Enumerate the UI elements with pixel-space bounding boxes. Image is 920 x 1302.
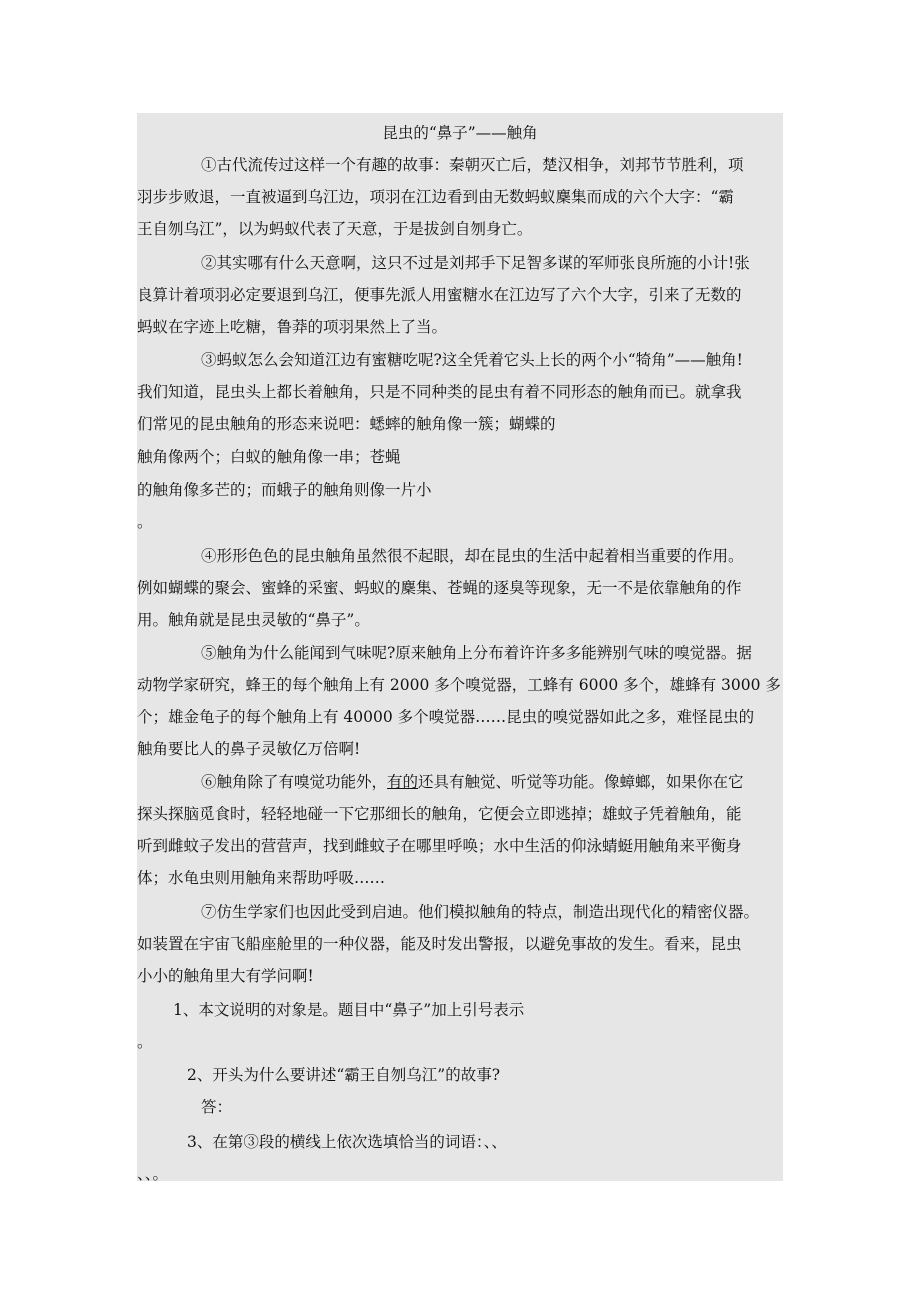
paragraph-3-line-6-tail: 。 <box>137 513 153 531</box>
paragraph-5-line-4: 触角要比人的鼻子灵敏亿万倍啊! <box>137 740 361 758</box>
paragraph-4-line-3: 用。触角就是昆虫灵敏的“鼻子”。 <box>137 611 370 629</box>
paragraph-6-line-1 <box>137 766 783 798</box>
paragraph-3-line-5 <box>137 474 783 506</box>
question-1-mid: 。题目中“鼻子”加上引号表示 <box>322 1001 525 1019</box>
paragraph-6-line-1-text: ⑥触角除了有嗅觉功能外， <box>201 773 388 791</box>
paragraph-1-line-3: 王自刎乌江”，以为蚂蚁代表了天意，于是拔剑自刎身亡。 <box>137 220 533 238</box>
question-2-answer-line <box>137 1091 783 1123</box>
paragraph-3-line-5-text: 的触角像多芒的 <box>137 481 246 499</box>
question-1-line-2 <box>137 1026 783 1058</box>
paragraph-3-line-3-text: 们常见的昆虫触角的形态来说吧：蟋蟀的触角像一簇 <box>137 415 494 433</box>
question-3-line-2 <box>137 1158 783 1190</box>
paragraph-3-line-4-text: 触角像两个 <box>137 448 215 466</box>
question-3-line-1 <box>137 1126 783 1158</box>
paragraph-3-line-4-mid: ；白蚁的触角像一串 <box>214 448 355 466</box>
question-2: 2、开头为什么要讲述“霸王自刎乌江”的故事? <box>187 1066 501 1084</box>
paragraph-5-line-2: 动物学家研究，蜂王的每个触角上有 2000 多个嗅觉器，工蜂有 6000 多个，雄蜂有 3000 多 <box>137 676 781 694</box>
paragraph-3-line-3 <box>137 408 783 440</box>
separator: 、 <box>491 1133 507 1151</box>
question-1-text: 1、本文说明的对象是 <box>173 1001 323 1019</box>
question-3-end: 。 <box>152 1165 169 1183</box>
paragraph-2-line-2: 良算计着项羽必定要退到乌江，便事先派人用蜜糖水在江边写了六个大字，引来了无数的 <box>137 286 742 304</box>
paragraph-3-line-4 <box>137 441 783 473</box>
paragraph-6-line-1-tail: 还具有触觉、听觉等功能。像蟑螂，如果你在它 <box>418 773 744 791</box>
paragraph-6-line-3: 听到雌蚊子发出的营营声，找到雌蚊子在哪里呼唤；水中生活的仰泳蜻蜓用触角来平衡身 <box>137 837 742 855</box>
paragraph-7-line-2: 如装置在宇宙飞船座舱里的一种仪器，能及时发出警报，以避免事故的发生。看来，昆虫 <box>137 935 742 953</box>
paragraph-1-line-1: ①古代流传过这样一个有趣的故事：秦朝灭亡后，楚汉相争，刘邦节节胜利，项 <box>201 156 744 174</box>
separator: 、 <box>144 1165 153 1183</box>
paragraph-4-line-2: 例如蝴蝶的聚会、蜜蜂的采蜜、蚂蚁的麇集、苍蝇的逐臭等现象，无一不是依靠触角的作 <box>137 579 742 597</box>
separator: 、 <box>483 1133 492 1151</box>
paragraph-7-line-1: ⑦仿生学家们也因此受到启迪。他们模拟触角的特点，制造出现代化的精密仪器。 <box>201 903 760 921</box>
question-1-line-1 <box>137 994 783 1026</box>
separator: 、 <box>137 1165 145 1183</box>
answer-label: 答： <box>201 1098 233 1116</box>
paragraph-3-line-6 <box>137 506 783 538</box>
paragraph-3-line-5-mid: ；而蛾子的触角则像一片小 <box>245 481 432 499</box>
paragraph-5-line-1: ⑤触角为什么能闻到气味呢?原来触角上分布着许许多多能辨别气味的嗅觉器。据 <box>201 644 752 662</box>
paragraph-3-line-1: ③蚂蚁怎么会知道江边有蜜糖吃呢?这全凭着它头上长的两个小“犄角”——触角! <box>201 351 743 369</box>
paragraph-3-line-3-tail: ；蝴蝶的 <box>493 415 556 433</box>
paragraph-2-line-3: 蚂蚁在字迹上吃糖，鲁莽的项羽果然上了当。 <box>137 318 448 336</box>
paragraph-6-line-4: 体；水龟虫则用触角来帮助呼吸…… <box>137 869 386 887</box>
question-1-end: 。 <box>137 1033 153 1051</box>
underlined-word: 有的 <box>387 773 419 791</box>
paragraph-1-line-2: 羽步步败退，一直被逼到乌江边，项羽在江边看到由无数蚂蚁麇集而成的六个大字：“霸 <box>137 188 734 206</box>
paragraph-4-line-1: ④形形色色的昆虫触角虽然很不起眼，却在昆虫的生活中起着相当重要的作用。 <box>201 547 744 565</box>
paragraph-6-line-2: 探头探脑觅食时，轻轻地碰一下它那细长的触角，它便会立即逃掉；雄蚊子凭着触角，能 <box>137 805 742 823</box>
paragraph-7-line-3: 小小的触角里大有学问啊! <box>137 967 314 985</box>
paragraph-2-line-1: ②其实哪有什么天意啊，这只不过是刘邦手下足智多谋的军师张良所施的小计!张 <box>201 254 750 272</box>
paragraph-3-line-4-tail: ；苍蝇 <box>354 448 401 466</box>
paragraph-5-line-3: 个；雄金龟子的每个触角上有 40000 多个嗅觉器……昆虫的嗅觉器如此之多，难怪昆虫的 <box>137 708 755 726</box>
question-3-text: 3、在第③段的横线上依次选填恰当的词语： <box>187 1133 484 1151</box>
paragraph-3-line-2: 我们知道，昆虫头上都长着触角，只是不同种类的昆虫有着不同形态的触角而已。就拿我 <box>137 383 742 401</box>
document-title: 昆虫的“鼻子”——触角 <box>382 124 538 142</box>
